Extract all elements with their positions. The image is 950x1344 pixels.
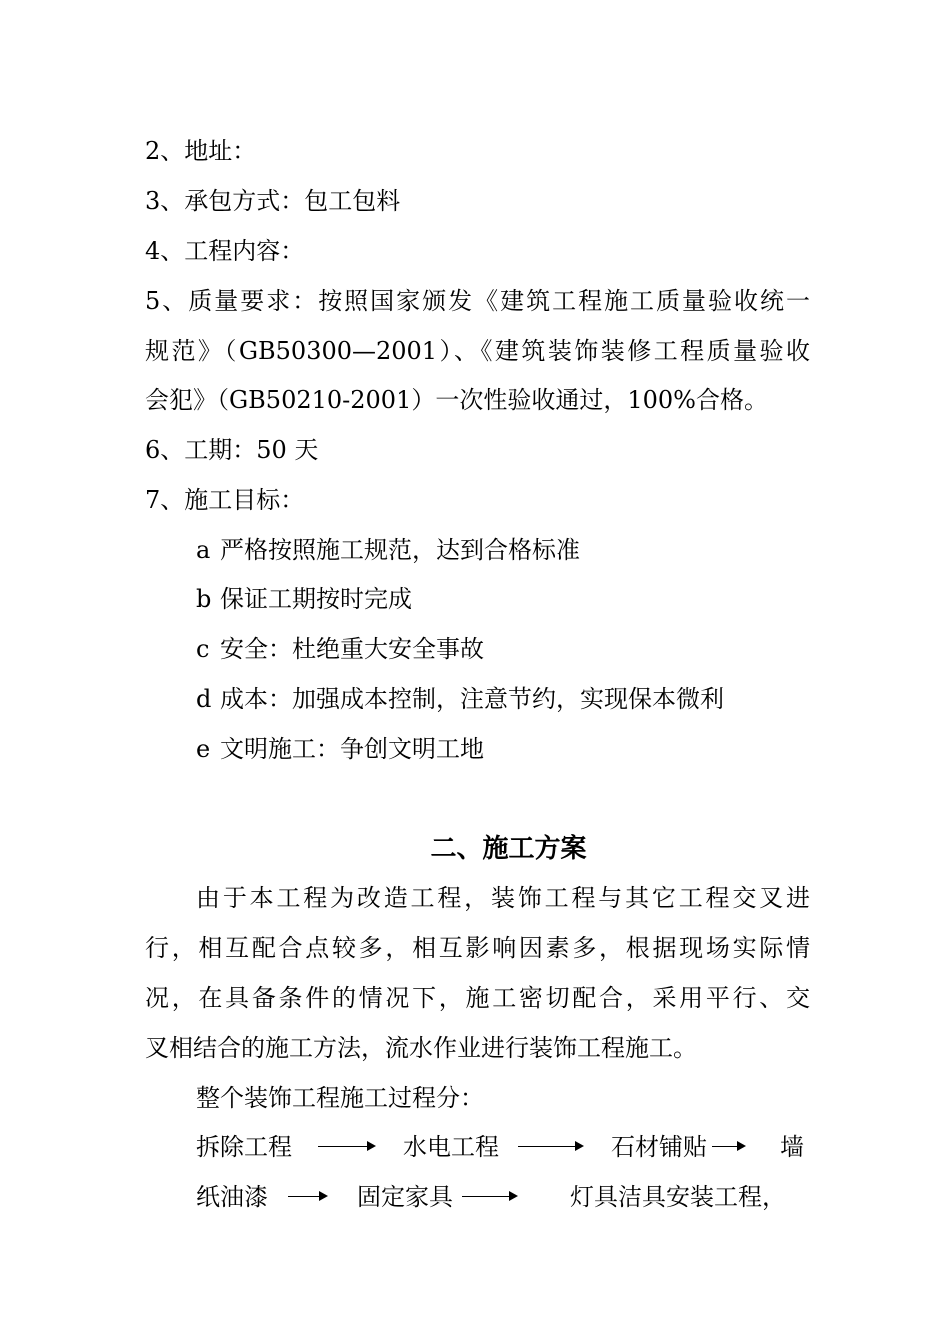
process-step-stone-laying: 石材铺贴 [611,1133,707,1161]
flow-arrow-icon [462,1196,516,1197]
item-quality-line-1: 5、质量要求：按照国家颁发《建筑工程施工质量验收统一 [145,287,810,315]
goal-item [196,535,810,565]
goal-text: 保证工期按时完成 [220,585,412,613]
flow-arrow-icon [518,1146,582,1147]
item-project-content: 4、工程内容： [145,237,305,265]
process-step-demolition: 拆除工程 [196,1133,292,1161]
goal-letter: c [196,635,210,663]
goal-letter: a [196,536,211,564]
process-step-fixtures-installation: 灯具洁具安装工程， [570,1183,786,1211]
paragraph-line: 由于本工程为改造工程，装饰工程与其它工程交叉进 [196,884,810,912]
item-goals-heading: 7、施工目标： [145,486,305,514]
paragraph-line: 叉相结合的施工方法，流水作业进行装饰工程施工。 [145,1034,697,1062]
paragraph-line: 行，相互配合点较多，相互影响因素多，根据现场实际情 [145,934,810,962]
process-step-fixed-furniture: 固定家具 [357,1183,453,1211]
process-step-wall-part: 墙 [780,1133,804,1161]
goal-text: 严格按照施工规范，达到合格标准 [220,536,580,564]
goal-item [196,734,810,764]
section-title: 二、施工方案 [430,834,587,864]
goal-letter: e [196,735,211,763]
item-duration: 6、工期：50 天 [145,436,319,464]
flow-arrow-icon [288,1196,326,1197]
flow-arrow-icon [712,1146,744,1147]
goal-text: 成本：加强成本控制，注意节约，实现保本微利 [220,685,724,713]
goal-letter: b [196,585,212,613]
item-quality-line-2: 规范》（GB50300—2001）、《建筑装饰装修工程质量验收 [145,337,810,365]
flow-arrow-icon [318,1146,374,1147]
item-contract-method: 3、承包方式：包工包料 [145,187,401,215]
goal-item [196,584,810,614]
goal-letter: d [196,685,212,713]
goal-text: 文明施工：争创文明工地 [220,735,484,763]
goal-item [196,634,810,664]
goal-text: 安全：杜绝重大安全事故 [220,635,484,663]
process-step-plumbing-electrical: 水电工程 [403,1133,499,1161]
paragraph-line: 况，在具备条件的情况下，施工密切配合，采用平行、交 [145,984,810,1012]
goal-item [196,684,810,714]
process-intro: 整个装饰工程施工过程分： [196,1084,484,1112]
item-quality-line-3: 会犯》（GB50210-2001）一次性验收通过，100%合格。 [145,386,768,414]
process-step-wallpaper-paint: 纸油漆 [196,1183,268,1211]
item-address: 2、地址： [145,137,257,165]
